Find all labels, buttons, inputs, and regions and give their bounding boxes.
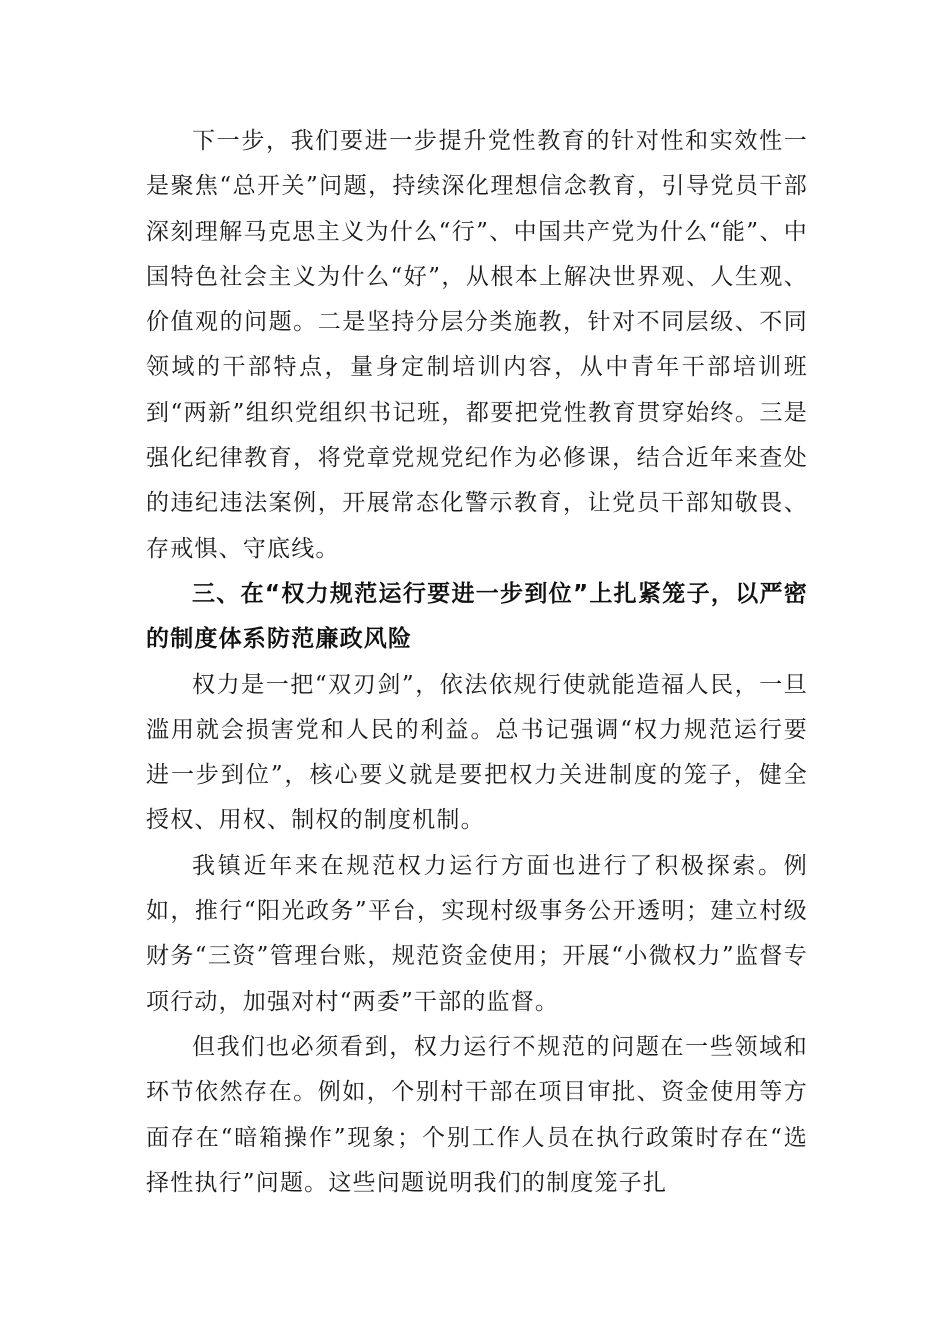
document-body xyxy=(146,119,808,1206)
section-heading-three: 三、在“权力规范运行要进一步到位”上扎紧笼子，以严密的制度体系防范廉政风险 xyxy=(146,580,808,653)
paragraph-next-steps: 下一步，我们要进一步提升党性教育的针对性和实效性一是聚焦“总开关”问题，持续深化理想信念教育，引导党员干部深刻理解马克思主义为什么“行”、中国共产党为什么“能”、中国特色社会主义为什么“好”，从根本上解决世界观、人生观、价值观的问题。二是坚持分层分类施教，针对不同层级、不同领域的干部特点，量身定制培训内容，从中青年干部培训班到“两新”组织党组织书记班，都要把党性教育贯穿始终。三是强化纪律教育，将党章党规党纪作为必修课，结合近年来查处的违纪违法案例，开展常态化警示教育，让党员干部知敬畏、存戒惧、守底线。 xyxy=(146,128,808,562)
paragraph-town-exploration: 我镇近年来在规范权力运行方面也进行了积极探索。例如，推行“阳光政务”平台，实现村级事务公开透明；建立村级财务“三资”管理台账，规范资金使用；开展“小微权力”监督专项行动，加强对村“两委”干部的监督。 xyxy=(146,852,808,1015)
paragraph-existing-problems: 但我们也必须看到，权力运行不规范的问题在一些领域和环节依然存在。例如，个别村干部在项目审批、资金使用等方面存在“暗箱操作”现象；个别工作人员在执行政策时存在“选择性执行”问题。这些问题说明我们的制度笼子扎 xyxy=(146,1033,808,1196)
paragraph-power-double-edged: 权力是一把“双刃剑”，依法依规行使就能造福人民，一旦滥用就会损害党和人民的利益。总书记强调“权力规范运行要进一步到位”，核心要义就是要把权力关进制度的笼子，健全授权、用权、制权的制度机制。 xyxy=(146,671,808,834)
